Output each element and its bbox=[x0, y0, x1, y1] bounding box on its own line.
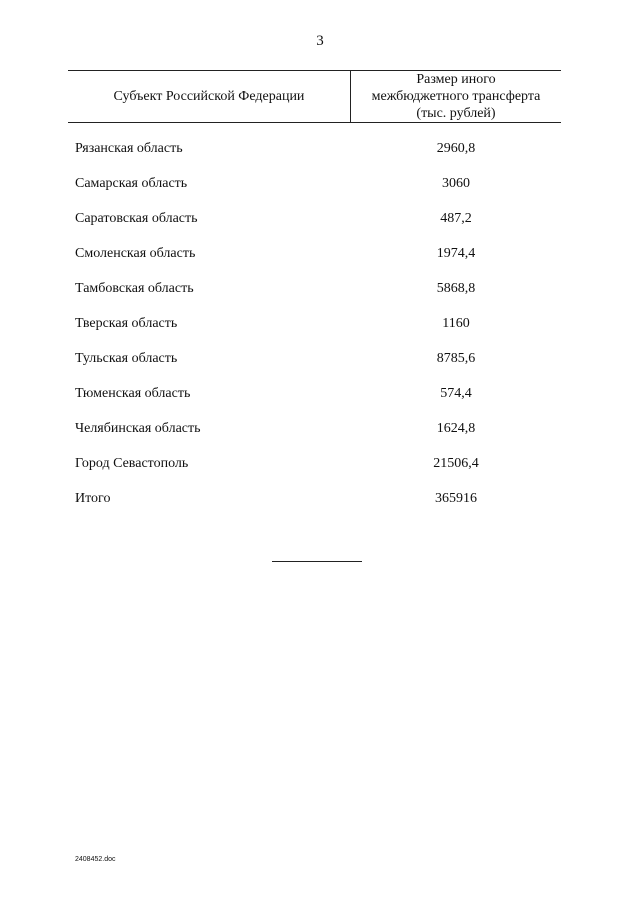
table-row bbox=[0, 351, 640, 386]
table-body bbox=[0, 141, 640, 526]
table-row bbox=[0, 281, 640, 316]
header-transfer-line: Размер иного bbox=[416, 72, 496, 87]
table-row bbox=[0, 386, 640, 421]
row-value: 574,4 bbox=[440, 386, 472, 401]
document-reference: 2408452.doc bbox=[75, 856, 116, 863]
row-subject: Город Севастополь bbox=[75, 456, 189, 471]
end-of-table-rule bbox=[272, 561, 362, 562]
row-value: 2960,8 bbox=[436, 141, 476, 156]
header-transfer-line: (тыс. рублей) bbox=[416, 106, 496, 121]
row-subject: Тамбовская область bbox=[75, 281, 194, 296]
table-row bbox=[0, 421, 640, 456]
row-value: 3060 bbox=[442, 176, 470, 191]
row-value: 487,2 bbox=[440, 211, 472, 226]
row-subject: Итого bbox=[75, 491, 111, 506]
row-subject: Тверская область bbox=[75, 316, 178, 331]
row-value: 365916 bbox=[435, 491, 477, 506]
header-transfer-amount bbox=[351, 71, 561, 122]
row-value: 21506,4 bbox=[433, 456, 479, 471]
row-subject: Рязанская область bbox=[75, 141, 183, 156]
table-row bbox=[0, 211, 640, 246]
table-row bbox=[0, 176, 640, 211]
row-value: 1974,4 bbox=[436, 246, 476, 261]
row-subject: Смоленская область bbox=[75, 246, 196, 261]
header-subject: Субъект Российской Федерации bbox=[113, 89, 305, 104]
table-row-total bbox=[0, 491, 640, 526]
table-row bbox=[0, 316, 640, 351]
header-transfer-line: межбюджетного трансферта bbox=[371, 89, 541, 104]
row-subject: Самарская область bbox=[75, 176, 188, 191]
table-row bbox=[0, 456, 640, 491]
table-row bbox=[0, 246, 640, 281]
page-number: 3 bbox=[316, 33, 324, 49]
row-value: 1624,8 bbox=[436, 421, 476, 436]
table-row bbox=[0, 141, 640, 176]
row-subject: Тульская область bbox=[75, 351, 178, 366]
table-header-bottom-rule bbox=[68, 122, 561, 123]
row-subject: Тюменская область bbox=[75, 386, 191, 401]
row-subject: Саратовская область bbox=[75, 211, 198, 226]
row-value: 5868,8 bbox=[436, 281, 476, 296]
row-subject: Челябинская область bbox=[75, 421, 201, 436]
row-value: 8785,6 bbox=[436, 351, 476, 366]
row-value: 1160 bbox=[442, 316, 470, 331]
